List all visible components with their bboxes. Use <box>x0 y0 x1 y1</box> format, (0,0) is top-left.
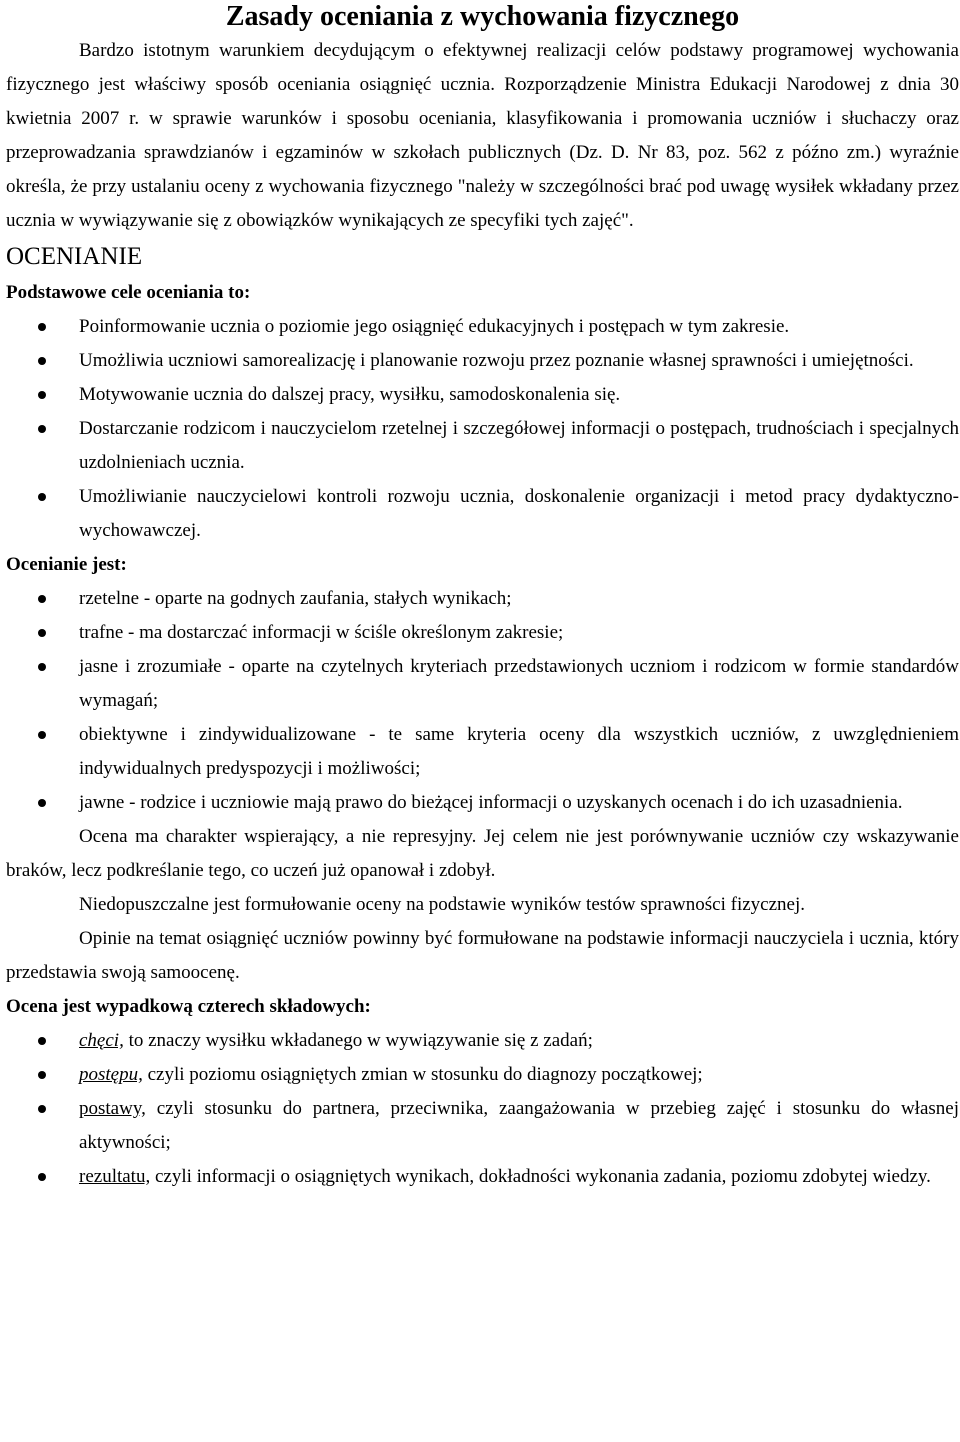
list-item <box>6 480 959 548</box>
list-item <box>6 616 959 650</box>
component-term: chęci, <box>79 1030 124 1051</box>
component-description: czyli poziomu osiągniętych zmian w stosunku do diagnozy początkowej; <box>142 1064 703 1085</box>
bullet-icon <box>38 629 46 637</box>
bullet-icon <box>38 663 46 671</box>
bullet-icon <box>38 595 46 603</box>
support-paragraph: Ocena ma charakter wspierający, a nie represyjny. Jej celem nie jest porównywanie uczniów czy wskazywanie braków, lecz podkreślanie tego, co uczeń już opanował i zdobył. <box>6 826 959 881</box>
bullet-icon <box>38 493 46 501</box>
bullet-icon <box>38 323 46 331</box>
list-item <box>6 1092 959 1160</box>
bullet-icon <box>38 391 46 399</box>
list-item <box>6 650 959 718</box>
intro-paragraph: Bardzo istotnym warunkiem decydującym o efektywnej realizacji celów podstawy programowej wychowania fizycznego jest właściwy sposób oceniania osiągnięć ucznia. Rozporządzenie Ministra Edukacji Narodowej z dnia 30 kwietnia 2007 r. w sprawie warunków i sposobu oceniania, klasyfikowania i promowania uczniów i słuchaczy oraz przeprowadzania sprawdzianów i egzaminów w szkołach publicznych (Dz. D. Nr 83, poz. 562 z późno zm.) wyraźnie określa, że przy ustalaniu oceny z wychowania fizycznego "należy w szczególności brać pod uwagę wysiłek wkładany przez ucznia w wywiązywanie się z obowiązków wynikających ze specyfiki tych zajęć". <box>6 40 959 231</box>
bullet-icon <box>38 1071 46 1079</box>
bullet-icon <box>38 799 46 807</box>
list-item-text: obiektywne i zindywidualizowane - te same kryteria oceny dla wszystkich uczniów, z uwzględnieniem indywidualnych predyspozycji i możliwości; <box>79 724 959 779</box>
list-item-text: rzetelne - oparte na godnych zaufania, stałych wynikach; <box>79 588 512 609</box>
list-item-text: jawne - rodzice i uczniowie mają prawo do bieżącej informacji o uzyskanych ocenach i do ich uzasadnienia. <box>79 792 903 813</box>
components-heading: Ocena jest wypadkową czterech składowych: <box>6 996 371 1017</box>
goals-heading: Podstawowe cele oceniania to: <box>6 282 251 303</box>
bullet-icon <box>38 1173 46 1181</box>
bullet-icon <box>38 425 46 433</box>
list-item-text: Poinformowanie ucznia o poziomie jego osiągnięć edukacyjnych i postępach w tym zakresie. <box>79 316 790 337</box>
list-item-text: jasne i zrozumiałe - oparte na czytelnych kryteriach przedstawionych uczniom i rodzicom w formie standardów wymagań; <box>79 656 959 711</box>
list-item-text: trafne - ma dostarczać informacji w ściśle określonym zakresie; <box>79 622 564 643</box>
list-item <box>6 1024 959 1058</box>
list-item <box>6 412 959 480</box>
list-item-text: Umożliwianie nauczycielowi kontroli rozwoju ucznia, doskonalenie organizacji i metod pracy dydaktyczno-wychowawczej. <box>79 486 959 541</box>
list-item <box>6 310 959 344</box>
features-list <box>6 582 959 820</box>
bullet-icon <box>38 731 46 739</box>
bullet-icon <box>38 1105 46 1113</box>
goals-list <box>6 310 959 548</box>
bullet-icon <box>38 357 46 365</box>
component-term: postawy, <box>79 1098 146 1119</box>
list-item <box>6 344 959 378</box>
features-heading: Ocenianie jest: <box>6 554 127 575</box>
list-item <box>6 1160 959 1194</box>
list-item <box>6 582 959 616</box>
list-item-text: Umożliwia uczniowi samorealizację i planowanie rozwoju przez poznanie własnej sprawności i umiejętności. <box>79 350 914 371</box>
component-term: rezultatu, <box>79 1166 151 1187</box>
list-item <box>6 718 959 786</box>
bullet-icon <box>38 1037 46 1045</box>
list-item <box>6 786 959 820</box>
fitness-test-paragraph: Niedopuszczalne jest formułowanie oceny na podstawie wyników testów sprawności fizycznej. <box>79 894 805 915</box>
list-item-text: Dostarczanie rodzicom i nauczycielom rzetelnej i szczegółowej informacji o postępach, trudnościach i specjalnych uzdolnieniach ucznia. <box>79 418 959 473</box>
component-description: to znaczy wysiłku wkładanego w wywiązywanie się z zadań; <box>123 1030 593 1051</box>
list-item <box>6 378 959 412</box>
components-list <box>6 1024 959 1194</box>
page-title: Zasady oceniania z wychowania fizycznego <box>225 1 740 32</box>
component-description: czyli stosunku do partnera, przeciwnika, zaangażowania w przebieg zajęć i stosunku do własnej aktywności; <box>79 1098 959 1153</box>
opinion-paragraph: Opinie na temat osiągnięć uczniów powinny być formułowane na podstawie informacji nauczyciela i ucznia, który przedstawia swoją samoocenę. <box>6 928 959 983</box>
section-heading: OCENIANIE <box>6 243 143 270</box>
component-term: postępu, <box>79 1064 143 1085</box>
list-item-text: Motywowanie ucznia do dalszej pracy, wysiłku, samodoskonalenia się. <box>79 384 621 405</box>
list-item <box>6 1058 959 1092</box>
component-description: czyli informacji o osiągniętych wynikach, dokładności wykonania zadania, poziomu zdobytej wiedzy. <box>150 1166 931 1187</box>
